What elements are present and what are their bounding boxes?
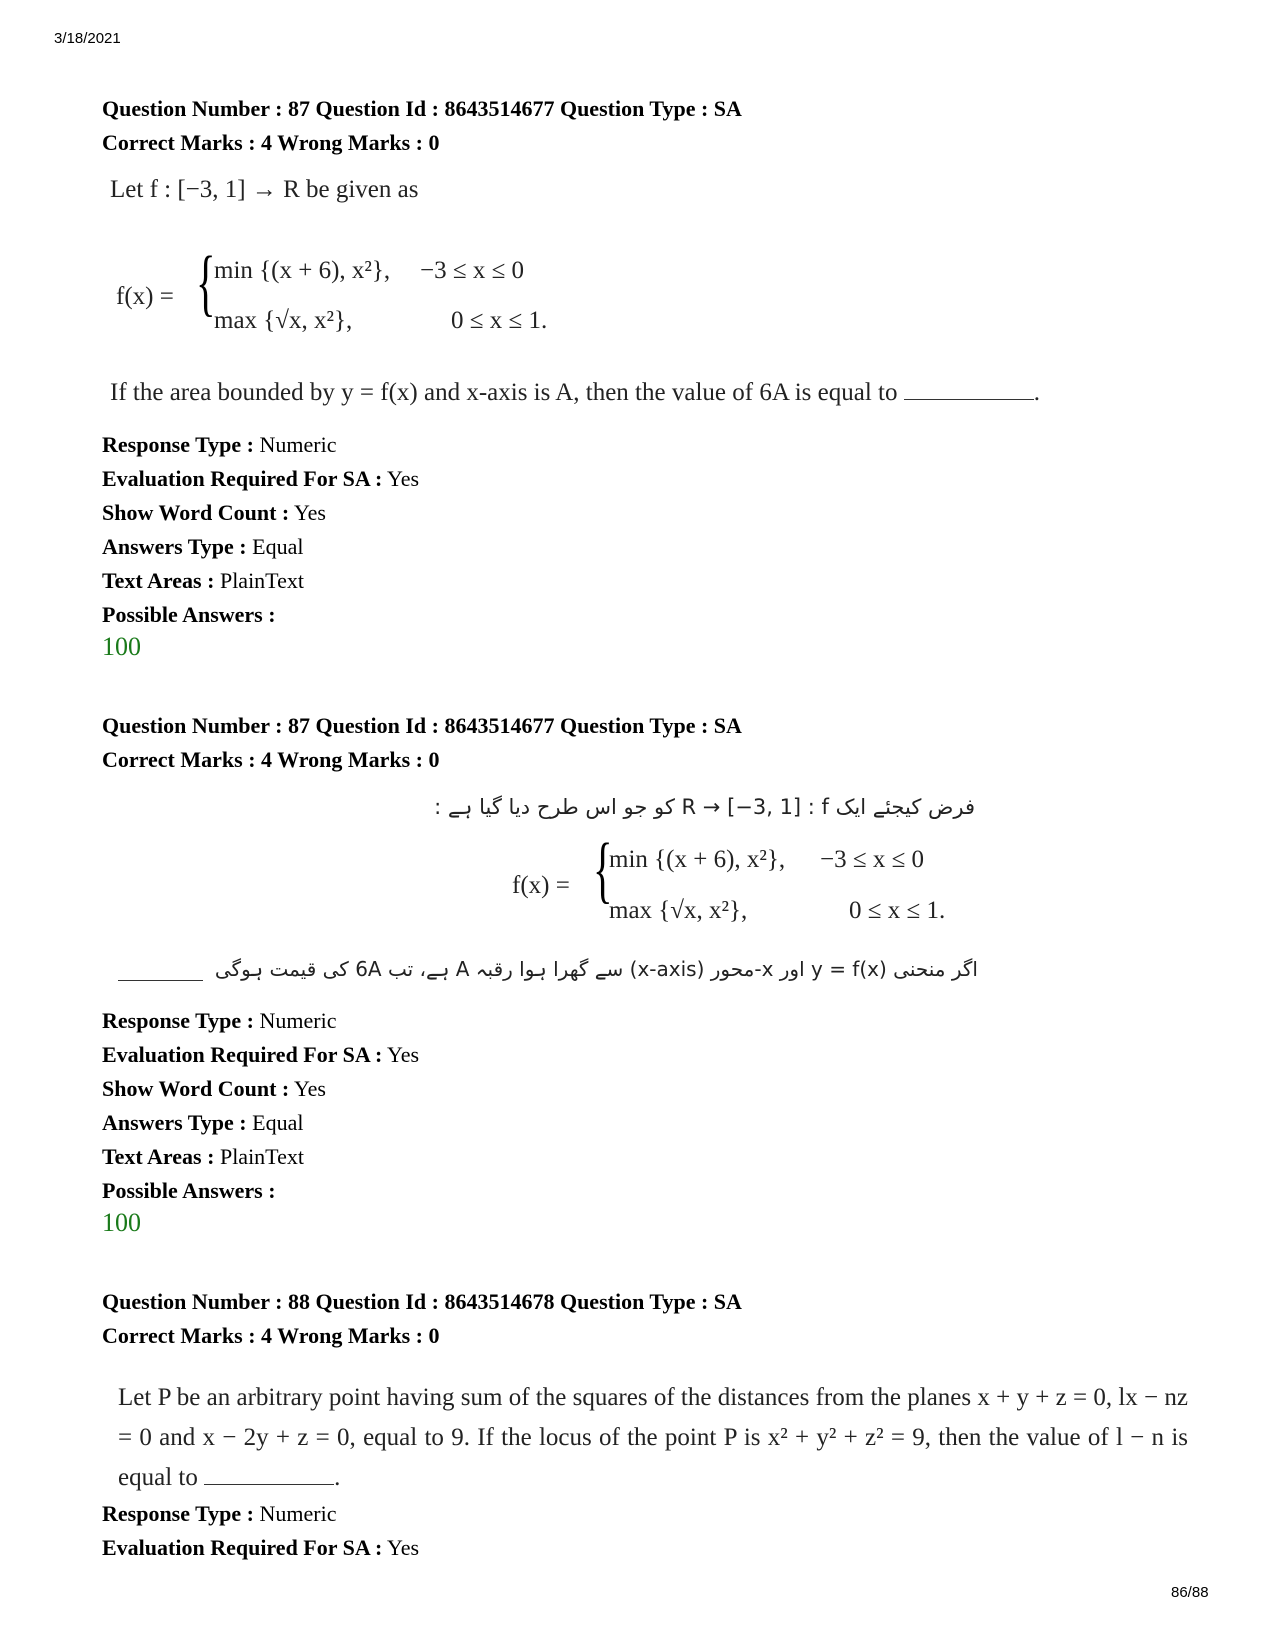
function-lhs: f(x) = [116,283,174,310]
question-text: If the area bounded by y = f(x) and x-axis is A, then the value of 6A is equal to . [110,379,1040,406]
question-marks: Correct Marks : 4 Wrong Marks : 0 [102,747,440,772]
case-1: min {(x + 6), x²}, [214,257,391,284]
question-meta: Response Type : Numeric Evaluation Required For SA : Yes Show Word Count : Yes Answers Type : Equal Text Areas : PlainText Possible Answers : [102,1008,420,1203]
function-lhs: f(x) = [512,872,570,899]
condition-2: 0 ≤ x ≤ 1. [849,897,946,924]
answer-blank [118,976,203,981]
question-header: Question Number : 87 Question Id : 8643514677 Question Type : SA [102,713,742,738]
question-header: Question Number : 87 Question Id : 8643514677 Question Type : SA [102,96,742,121]
answer-blank [204,1480,334,1485]
answer-blank [904,395,1034,400]
brace-symbol: { [196,242,216,324]
condition-1: −3 ≤ x ≤ 0 [420,257,525,284]
question-marks: Correct Marks : 4 Wrong Marks : 0 [102,1323,440,1348]
question-intro: Let f : [−3, 1] → R be given as [110,176,419,203]
question-meta: Response Type : Numeric Evaluation Required For SA : Yes [102,1501,420,1560]
condition-1: −3 ≤ x ≤ 0 [820,846,925,873]
condition-2: 0 ≤ x ≤ 1. [451,307,548,334]
case-1: min {(x + 6), x²}, [609,846,786,873]
possible-answer: 100 [102,1208,141,1237]
question-marks: Correct Marks : 4 Wrong Marks : 0 [102,130,440,155]
brace-symbol: { [593,829,613,911]
case-2: max {√x, x²}, [214,307,353,334]
print-date: 3/18/2021 [54,30,121,47]
page-number: 86/88 [1171,1584,1209,1601]
question-meta: Response Type : Numeric Evaluation Required For SA : Yes Show Word Count : Yes Answers Type : Equal Text Areas : PlainText Possible Answers : [102,432,420,627]
question-text-urdu: اگر منحنی y = f(x) اور x-محور (x-axis) سے گھرا ہوا رقبہ A ہے، تب 6A کی قیمت ہوگی [118,957,978,981]
question-header: Question Number : 88 Question Id : 8643514678 Question Type : SA [102,1289,742,1314]
case-2: max {√x, x²}, [609,897,748,924]
question-intro-urdu: فرض کیجئے ایک R → [−3, 1] : f کو جو اس طرح دیا گیا ہے : [434,795,975,819]
possible-answer: 100 [102,632,141,661]
question-text: Let P be an arbitrary point having sum of the squares of the distances from the planes x + y + z = 0, lx − nz = 0 and x − 2y + z = 0, equal to 9. If the locus of the point P is x² + y² + z² = 9, then the value of l − n is equal to . [118,1384,1188,1491]
